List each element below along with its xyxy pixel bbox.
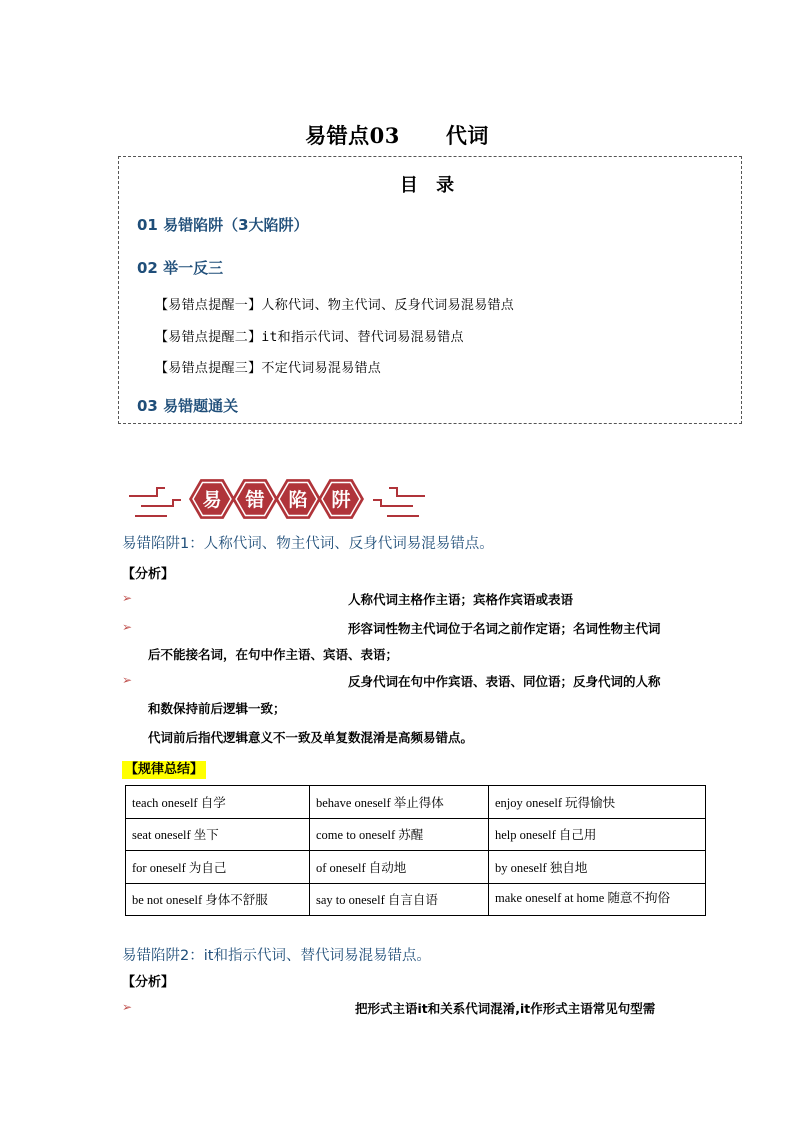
title-part1: 易错点03 xyxy=(305,123,400,148)
trap1-title: 易错陷阱1：人称代词、物主代词、反身代词易混易错点。 xyxy=(122,536,494,552)
trap1-bullet2b: 后不能接名词，在句中作主语、宾语、表语； xyxy=(148,647,399,662)
table-cell: behave oneself 举止得体 xyxy=(310,786,489,819)
trap1-bullet1: 人称代词主格作主语；宾格作宾语或表语 xyxy=(348,592,574,607)
trap1-bullet3c: 代词前后指代逻辑意义不一致及单复数混淆是高频易错点。 xyxy=(148,730,474,745)
title-part2: 代词 xyxy=(445,123,489,148)
toc-item-traps[interactable]: 01 易错陷阱（3大陷阱） xyxy=(137,216,309,234)
table-row xyxy=(126,851,706,884)
table-of-contents xyxy=(118,156,742,424)
table-cell: say to oneself 自言自语 xyxy=(310,883,489,916)
trap1-bullet3a: 反身代词在句中作宾语、表语、同位语；反身代词的人称 xyxy=(348,674,661,689)
table-cell: help oneself 自己用 xyxy=(489,818,706,851)
bullet-arrow-icon: ➢ xyxy=(122,620,133,634)
table-cell: for oneself 为自己 xyxy=(126,851,310,884)
trap1-bullet2a: 形容词性物主代词位于名词之前作定语；名词性物主代词 xyxy=(348,621,661,636)
bullet-arrow-icon: ➢ xyxy=(122,1000,133,1014)
banner-char: 错 xyxy=(245,489,265,511)
table-cell: of oneself 自动地 xyxy=(310,851,489,884)
table-cell: teach oneself 自学 xyxy=(126,786,310,819)
page-title xyxy=(0,120,794,150)
bullet-arrow-icon: ➢ xyxy=(122,591,133,605)
trap1-analysis-label: 【分析】 xyxy=(122,567,175,582)
trap2-bullet1: 把形式主语it和关系代词混淆,it作形式主语常见句型需 xyxy=(355,1001,656,1016)
toc-subitem-2[interactable]: 【易错点提醒二】it和指示代词、替代词易混易错点 xyxy=(155,330,464,345)
toc-item-exercises[interactable]: 03 易错题通关 xyxy=(137,397,239,415)
table-cell: be not oneself 身体不舒服 xyxy=(126,883,310,916)
banner-char: 陷 xyxy=(288,489,308,511)
rule-summary-label: 【规律总结】 xyxy=(122,761,206,779)
toc-heading: 目 录 xyxy=(399,175,461,196)
trap2-title: 易错陷阱2：it和指示代词、替代词易混易错点。 xyxy=(122,948,431,964)
table-cell: seat oneself 坐下 xyxy=(126,818,310,851)
table-cell: by oneself 独自地 xyxy=(489,851,706,884)
banner-right-ornament xyxy=(373,488,425,516)
table-row xyxy=(126,786,706,819)
table-row xyxy=(126,883,706,916)
trap1-bullet3b: 和数保持前后逻辑一致； xyxy=(148,701,286,716)
banner-left-ornament xyxy=(129,488,181,516)
toc-item-examples[interactable]: 02 举一反三 xyxy=(137,259,224,277)
table-cell: come to oneself 苏醒 xyxy=(310,818,489,851)
toc-subitem-3[interactable]: 【易错点提醒三】不定代词易混易错点 xyxy=(155,361,382,376)
table-row xyxy=(126,818,706,851)
bullet-arrow-icon: ➢ xyxy=(122,673,133,687)
banner-char: 易 xyxy=(202,489,222,511)
section-banner xyxy=(127,474,427,524)
reflexive-phrase-table xyxy=(125,785,706,916)
toc-subitem-1[interactable]: 【易错点提醒一】人称代词、物主代词、反身代词易混易错点 xyxy=(155,298,515,313)
table-cell: make oneself at home 随意不拘俗 xyxy=(489,883,706,916)
trap2-analysis-label: 【分析】 xyxy=(122,975,175,990)
table-cell: enjoy oneself 玩得愉快 xyxy=(489,786,706,819)
banner-char: 阱 xyxy=(331,489,351,511)
